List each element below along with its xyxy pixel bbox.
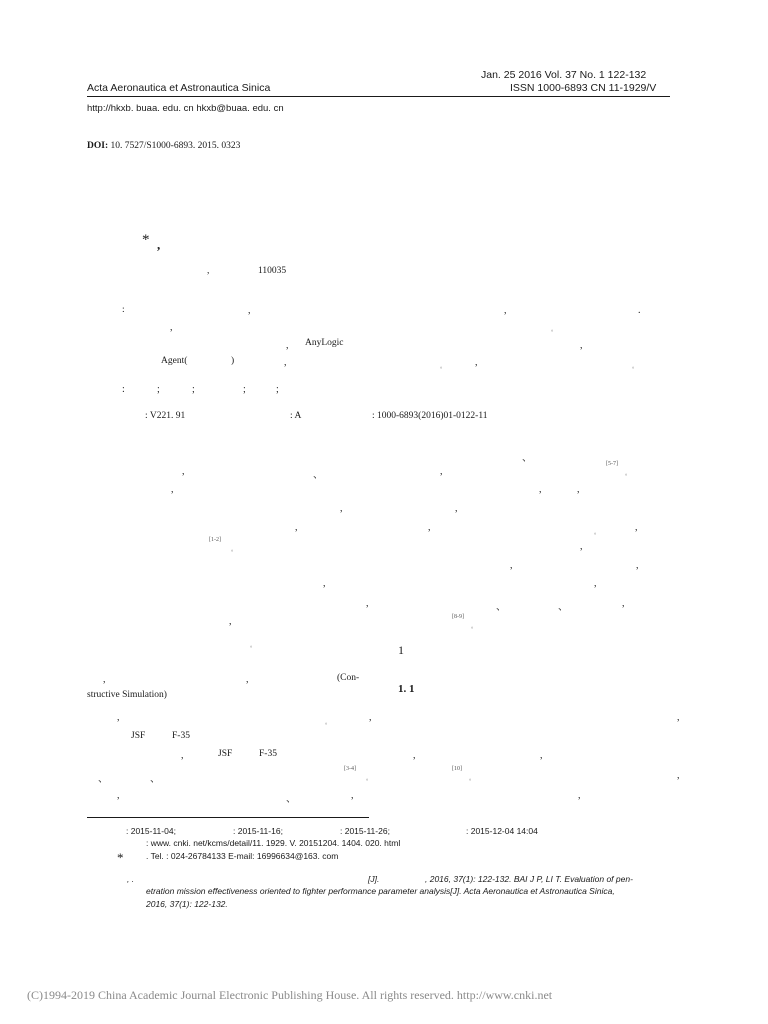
affiliation-comma: , (207, 266, 210, 276)
copyright-notice: (C)1994-2019 China Academic Journal Electronic Publishing House. All rights reserved. http://www.cnki.net (27, 988, 553, 1002)
journal-name: Acta Aeronautica et Astronautica Sinica (87, 82, 271, 94)
abstract-colon: : (122, 305, 125, 315)
punct: , (636, 560, 639, 571)
ref-5-7[interactable]: [5-7] (606, 461, 618, 467)
citation-line-2: etration mission effectiveness oriented to fighter performance parameter analysis[J]. Acta Aeronautica et Astronautica Sinica, (146, 886, 615, 896)
punct: 、 (522, 453, 532, 464)
author-star: * (142, 232, 150, 248)
punct: , (117, 712, 120, 723)
ref-10[interactable]: [10] (452, 766, 462, 772)
punct: , (323, 578, 326, 589)
constructive-simulation-text: structive Simulation) (87, 690, 167, 700)
section-1-number: 1 (398, 643, 404, 657)
agent-term: Agent( (161, 356, 188, 366)
f35-term-2: F-35 (259, 749, 277, 759)
punct: 、 (496, 602, 506, 613)
punct: : (122, 384, 125, 395)
citation-line-3: 2016, 37(1): 122-132. (146, 899, 228, 909)
agent-term-close: ) (231, 356, 235, 366)
punct: , (440, 466, 443, 477)
punct: , (504, 305, 507, 316)
citation-j-tag: [J]. (368, 874, 380, 884)
anylogic-term: AnyLogic (305, 338, 344, 348)
punct: , (413, 750, 416, 761)
punct: , (170, 322, 173, 333)
punct: , (340, 503, 343, 514)
punct: 。 (325, 720, 332, 726)
punct: 。 (250, 643, 257, 649)
revised-date: : 2015-11-16; (233, 826, 283, 836)
journal-urls[interactable]: http://hkxb. buaa. edu. cn hkxb@buaa. edu. cn (87, 103, 284, 114)
punct: 。 (231, 547, 238, 553)
punct: , (594, 578, 597, 589)
punct: ; (157, 384, 160, 395)
punct: 、 (286, 794, 296, 805)
punct: 。 (469, 776, 476, 782)
article-id: : 1000-6893(2016)01-0122-11 (372, 411, 488, 421)
punct: , (677, 770, 680, 781)
punct: , (229, 616, 232, 627)
clc-number: : V221. 91 (145, 411, 186, 421)
punct: 。 (440, 364, 447, 370)
punct: , (248, 305, 251, 316)
punct: , (117, 790, 120, 801)
footnote-rule (87, 817, 369, 818)
punct: , (366, 598, 369, 609)
author-comma: , (157, 237, 161, 252)
doi-line[interactable] (87, 141, 240, 151)
corresponding-author-star: * (117, 850, 124, 865)
punct: , (455, 503, 458, 514)
citation-lead: , . (127, 874, 135, 884)
online-url[interactable]: : www. cnki. net/kcms/detail/11. 1929. V. 20151204. 1404. 020. html (146, 838, 401, 848)
issue-line: Jan. 25 2016 Vol. 37 No. 1 122-132 (481, 69, 647, 81)
punct: 、 (558, 602, 568, 613)
ref-1-2[interactable]: [1-2] (209, 537, 221, 543)
punct: ; (276, 384, 279, 395)
punct: 。 (366, 776, 373, 782)
document-code: : A (290, 411, 302, 421)
punct: , (475, 357, 478, 368)
punct: , (181, 750, 184, 761)
punct: 。 (471, 624, 478, 630)
affiliation-postcode: 110035 (258, 266, 287, 276)
con-text: (Con- (337, 673, 360, 683)
punct: , (103, 674, 106, 685)
punct: 、 (98, 774, 108, 785)
received-date: : 2015-11-04; (126, 826, 176, 836)
punct: , (540, 750, 543, 761)
punct: , (577, 484, 580, 495)
jsf-term: JSF (131, 731, 146, 741)
punct: , (635, 522, 638, 533)
jsf-term-2: JSF (218, 749, 233, 759)
punct: , (510, 560, 513, 571)
punct: , (284, 357, 287, 368)
ref-3-4[interactable]: [3-4] (344, 766, 356, 772)
citation-line-1: , 2016, 37(1): 122-132. BAI J P, LI T. Evaluation of pen- (425, 874, 633, 884)
doi-value: 10. 7527/S1000-6893. 2015. 0323 (110, 141, 241, 151)
punct: , (246, 674, 249, 685)
punct: , (428, 522, 431, 533)
punct: 。 (551, 327, 558, 333)
punct: 。 (594, 530, 601, 536)
punct: , (171, 484, 174, 495)
punct: 、 (150, 774, 160, 785)
punct: , (295, 522, 298, 533)
punct: , (286, 340, 289, 351)
published-online-date: : 2015-12-04 14:04 (466, 826, 538, 836)
punct: 。 (625, 471, 632, 477)
punct: , (677, 712, 680, 723)
punct: , (351, 790, 354, 801)
punct: 。 (632, 364, 639, 370)
punct: , (622, 598, 625, 609)
section-1-1-number: 1. 1 (398, 683, 415, 695)
punct: ; (192, 384, 195, 395)
header-rule (87, 96, 670, 97)
punct: 、 (313, 470, 323, 481)
accepted-date: : 2015-11-26; (340, 826, 390, 836)
doi-label: DOI: (87, 141, 109, 151)
punct: , (182, 466, 185, 477)
f35-term: F-35 (172, 731, 190, 741)
punct: , (578, 790, 581, 801)
issn-line: ISSN 1000-6893 CN 11-1929/V (510, 82, 657, 94)
punct: , (580, 541, 583, 552)
punct: , (580, 340, 583, 351)
punct: , (369, 712, 372, 723)
ref-8-9[interactable]: [8-9] (452, 614, 464, 620)
punct: , (539, 484, 542, 495)
punct: ; (243, 384, 246, 395)
corresponding-contact[interactable]: . Tel. : 024-26784133 E-mail: 16996634@163. com (146, 851, 339, 861)
punct: . (638, 305, 641, 316)
